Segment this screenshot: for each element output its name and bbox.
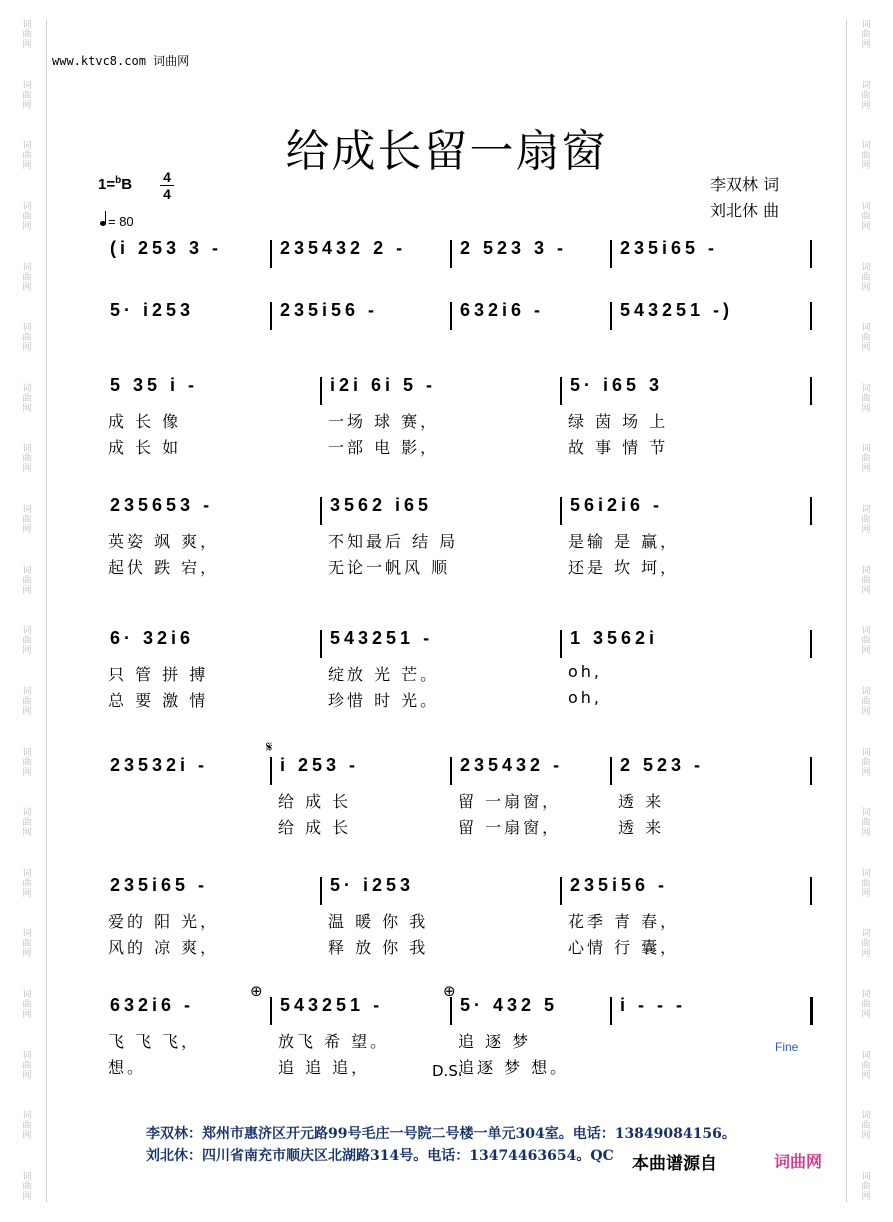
watermark-block [14, 566, 40, 596]
watermark-glyph: 词 [22, 1171, 32, 1182]
lyric: 风的 凉 爽， [108, 938, 220, 957]
lyric-row [90, 909, 810, 935]
watermark-glyph: 曲 [22, 575, 32, 586]
watermark-glyph: 网 [22, 888, 32, 899]
measure: 3562 i65 [330, 495, 433, 515]
watermark-glyph: 网 [861, 1131, 871, 1142]
system-5 [90, 628, 810, 714]
lyric: 只 管 拼 搏 [108, 665, 209, 684]
watermark-glyph: 网 [861, 646, 871, 657]
watermark-glyph: 曲 [22, 211, 32, 222]
watermark-glyph: 词 [861, 20, 871, 30]
watermark-glyph: 网 [861, 888, 871, 899]
song-title: 给成长留一扇窗 [285, 126, 608, 177]
watermark-glyph: 词 [22, 141, 32, 152]
lyric: 透 来 [618, 792, 665, 811]
watermark-glyph: 词 [861, 80, 871, 91]
measure: 235i56 - [280, 300, 379, 320]
watermark-glyph: 曲 [22, 151, 32, 162]
lyric-row [90, 789, 810, 815]
barline [810, 630, 812, 658]
barline [560, 630, 562, 658]
watermark-glyph: 网 [861, 221, 871, 232]
watermark-glyph: 网 [861, 1010, 871, 1020]
composer-credit: 刘北休 曲 [710, 201, 780, 220]
watermark-glyph: 曲 [22, 333, 32, 344]
lyric: 还是 坎 坷， [568, 558, 680, 577]
watermark-glyph: 曲 [22, 878, 32, 889]
watermark-glyph: 词 [22, 80, 32, 91]
watermark-block [853, 566, 879, 596]
watermark-block [14, 444, 40, 474]
watermark-glyph: 网 [861, 40, 871, 50]
measure: 543251 - [280, 995, 384, 1015]
watermark-block [14, 808, 40, 838]
watermark-glyph: 词 [22, 444, 32, 455]
watermark-block [853, 81, 879, 111]
watermark-block [853, 626, 879, 656]
barline [810, 757, 812, 785]
barline [450, 302, 452, 330]
watermark-glyph: 网 [861, 343, 871, 354]
measure: i2i 6i 5 - [330, 375, 437, 395]
barline [270, 240, 272, 268]
watermark-block [14, 505, 40, 535]
watermark-block [14, 20, 40, 50]
notes-row [90, 875, 810, 909]
watermark-block [853, 323, 879, 353]
watermark-block [853, 505, 879, 535]
watermark-block [14, 869, 40, 899]
watermark-glyph: 曲 [861, 211, 871, 222]
lyric: 成 长 像 [108, 412, 182, 431]
barline [810, 377, 812, 405]
watermark-glyph: 曲 [861, 272, 871, 283]
ds-mark: D.S. [432, 1062, 463, 1080]
watermark-block [14, 1172, 40, 1202]
watermark-glyph: 词 [861, 686, 871, 697]
watermark-glyph: 词 [22, 262, 32, 273]
lyric: 是输 是 赢， [568, 532, 680, 551]
watermark-glyph: 词 [22, 20, 32, 30]
watermark-glyph: 词 [861, 1171, 871, 1182]
lyric: 透 来 [618, 818, 665, 837]
measure: 6· 32i6 [110, 628, 195, 648]
watermark-glyph: 曲 [861, 575, 871, 586]
watermark-glyph: 词 [861, 747, 871, 758]
watermark-block [14, 384, 40, 414]
barline [320, 377, 322, 405]
watermark-block [853, 444, 879, 474]
lyric: 绽放 光 芒。 [328, 665, 440, 684]
watermark-glyph: 网 [22, 282, 32, 293]
watermark-glyph: 网 [22, 464, 32, 475]
lyric-row [90, 1029, 810, 1055]
watermark-glyph: 网 [861, 525, 871, 535]
watermark-glyph: 网 [22, 525, 32, 535]
measure: 543251 - [330, 628, 434, 648]
notes-row [90, 300, 810, 334]
measure: i - - - [620, 995, 686, 1015]
lyric: 温 暖 你 我 [328, 912, 429, 931]
watermark-block [853, 869, 879, 899]
watermark-glyph: 词 [22, 505, 32, 515]
watermark-glyph: 曲 [861, 30, 871, 40]
system-7 [90, 875, 810, 961]
watermark-glyph: 网 [861, 161, 871, 172]
watermark-block [853, 808, 879, 838]
watermark-glyph: 网 [22, 343, 32, 354]
watermark-glyph: 网 [861, 464, 871, 475]
watermark-glyph: 词 [22, 323, 32, 334]
lyric: 起伏 跌 宕， [108, 558, 220, 577]
time-signature: 4 4 [160, 170, 174, 201]
barline [810, 877, 812, 905]
watermark-glyph: 网 [861, 1070, 871, 1081]
barline [320, 497, 322, 525]
watermark-block [14, 929, 40, 959]
watermark-glyph: 词 [22, 565, 32, 576]
watermark-glyph: 词 [861, 929, 871, 940]
watermark-glyph: 曲 [22, 515, 32, 525]
barline [450, 757, 452, 785]
watermark-glyph: 网 [861, 828, 871, 839]
watermark-glyph: 网 [861, 706, 871, 717]
lyric: 一部 电 影， [328, 438, 440, 457]
measure: 632i6 - [110, 995, 195, 1015]
watermark-glyph: 曲 [861, 939, 871, 950]
watermark-glyph: 网 [861, 282, 871, 293]
measure: 235i65 - [620, 238, 719, 258]
watermark-glyph: 词 [861, 383, 871, 394]
watermark-glyph: 词 [22, 868, 32, 879]
notes-row [90, 628, 810, 662]
lyric-row [90, 435, 810, 461]
watermark-glyph: 网 [22, 403, 32, 414]
key-signature: 1=$^b$B [98, 175, 133, 193]
watermark-glyph: 曲 [861, 696, 871, 707]
watermark-glyph: 词 [861, 505, 871, 515]
notes-row [90, 755, 810, 789]
watermark-glyph: 曲 [22, 818, 32, 829]
watermark-glyph: 网 [861, 949, 871, 960]
lyric: 成 长 如 [108, 438, 182, 457]
coda-mark-1: ⊕ [250, 982, 263, 1000]
watermark-glyph: 曲 [861, 393, 871, 404]
watermark-glyph: 曲 [22, 90, 32, 101]
lyric: oh, [568, 688, 603, 707]
quarter-note-icon [100, 221, 106, 226]
watermark-glyph: 词 [22, 1111, 32, 1122]
brand-link[interactable]: 词曲网 [774, 1152, 823, 1171]
lyric-row [90, 529, 810, 555]
measure: 235432 - [460, 755, 564, 775]
watermark-glyph: 词 [861, 1111, 871, 1122]
lyric: 故 事 情 节 [568, 438, 669, 457]
measure: 5· 432 5 [460, 995, 559, 1015]
lyric: 追 追 追， [278, 1058, 371, 1077]
watermark-glyph: 曲 [22, 1121, 32, 1132]
lyric: 飞 飞 飞， [108, 1032, 201, 1051]
watermark-glyph: 网 [861, 1191, 871, 1202]
lyric: 放飞 希 望。 [278, 1032, 390, 1051]
lyric-row [90, 815, 810, 841]
system-1 [90, 238, 810, 272]
measure: 2 523 - [620, 755, 705, 775]
watermark-glyph: 词 [22, 201, 32, 212]
right-watermark-strip [853, 20, 879, 1202]
watermark-glyph: 词 [22, 990, 32, 1000]
watermark-glyph: 词 [861, 868, 871, 879]
watermark-block [14, 626, 40, 656]
watermark-glyph: 网 [22, 949, 32, 960]
watermark-glyph: 曲 [22, 939, 32, 950]
watermark-glyph: 词 [861, 990, 871, 1000]
watermark-block [853, 1111, 879, 1141]
lyricist-contact: 李双林：郑州市惠济区开元路99号毛庄一号院二号楼一单元304室。电话：13849084156。 [146, 1126, 736, 1142]
watermark-block [14, 323, 40, 353]
watermark-glyph: 词 [22, 929, 32, 940]
watermark-glyph: 曲 [861, 818, 871, 829]
watermark-glyph: 曲 [861, 636, 871, 647]
measure: (i 253 3 - [110, 238, 223, 258]
watermark-glyph: 词 [861, 1050, 871, 1061]
measure: 23532i - [110, 755, 209, 775]
watermark-glyph: 曲 [861, 1060, 871, 1071]
barline [560, 377, 562, 405]
barline [560, 497, 562, 525]
lyric: 不知最后 结 局 [328, 532, 459, 551]
notes-row [90, 995, 810, 1029]
measure: 2 523 3 - [460, 238, 568, 258]
barline [610, 757, 612, 785]
watermark-glyph: 曲 [861, 757, 871, 768]
watermark-glyph: 词 [861, 141, 871, 152]
coda-mark-2: ⊕ [443, 982, 456, 1000]
measure: 1 3562i [570, 628, 659, 648]
watermark-glyph: 曲 [861, 878, 871, 889]
watermark-block [853, 1172, 879, 1202]
watermark-block [853, 687, 879, 717]
watermark-block [853, 384, 879, 414]
watermark-glyph: 网 [861, 403, 871, 414]
watermark-glyph: 网 [861, 767, 871, 778]
watermark-block [14, 687, 40, 717]
watermark-block [853, 202, 879, 232]
watermark-glyph: 词 [22, 1050, 32, 1061]
tempo-marking: = 80 [100, 214, 134, 229]
watermark-block [14, 202, 40, 232]
credits [710, 172, 779, 224]
watermark-glyph: 网 [22, 646, 32, 657]
watermark-glyph: 词 [861, 565, 871, 576]
barline [610, 240, 612, 268]
segno-mark: 𝄋 [266, 738, 273, 756]
watermark-glyph: 词 [22, 808, 32, 819]
fine-mark: Fine [775, 1040, 799, 1054]
lyric-row [90, 935, 810, 961]
measure: 235653 - [110, 495, 214, 515]
measure: 632i6 - [460, 300, 545, 320]
lyricist-credit: 李双林 词 [710, 175, 780, 194]
watermark-glyph: 曲 [861, 1181, 871, 1192]
watermark-glyph: 网 [22, 100, 32, 111]
watermark-block [853, 990, 879, 1020]
barline [320, 630, 322, 658]
lyric: 绿 茵 场 上 [568, 412, 669, 431]
lyric: 一场 球 赛， [328, 412, 440, 431]
measure: 5· i253 [330, 875, 415, 895]
source-label: 本曲谱源自 [628, 1149, 721, 1174]
watermark-glyph: 词 [22, 383, 32, 394]
watermark-glyph: 网 [861, 100, 871, 111]
watermark-block [14, 990, 40, 1020]
barline [320, 877, 322, 905]
watermark-glyph: 曲 [22, 757, 32, 768]
watermark-glyph: 网 [22, 161, 32, 172]
watermark-glyph: 词 [861, 201, 871, 212]
lyric: 爱的 阳 光， [108, 912, 220, 931]
barline [810, 497, 812, 525]
barline [810, 997, 813, 1025]
system-3 [90, 375, 810, 461]
watermark-glyph: 曲 [861, 1000, 871, 1010]
watermark-glyph: 词 [861, 626, 871, 637]
watermark-glyph: 网 [22, 40, 32, 50]
watermark-glyph: 网 [22, 1191, 32, 1202]
barline [810, 240, 812, 268]
lyric: 释 放 你 我 [328, 938, 429, 957]
watermark-glyph: 网 [22, 1010, 32, 1020]
composer-contact: 刘北休：四川省南充市顺庆区北湖路314号。电话：13474463654。QC [146, 1148, 614, 1164]
watermark-glyph: 曲 [861, 151, 871, 162]
watermark-block [853, 748, 879, 778]
notes-row [90, 375, 810, 409]
watermark-glyph: 曲 [861, 515, 871, 525]
notes-row [90, 238, 810, 272]
lyric-row [90, 409, 810, 435]
watermark-glyph: 网 [22, 221, 32, 232]
lyric: 想。 [108, 1058, 147, 1077]
watermark-glyph: 曲 [861, 333, 871, 344]
lyric: 无论一帆风 顺 [328, 558, 451, 577]
lyric-row [90, 688, 810, 714]
lyric: 心情 行 囊， [568, 938, 680, 957]
watermark-glyph: 网 [861, 585, 871, 596]
watermark-glyph: 词 [861, 323, 871, 334]
lyric: 花季 青 春， [568, 912, 680, 931]
lyric: 珍惜 时 光。 [328, 691, 440, 710]
right-margin-line [846, 20, 847, 1202]
watermark-block [853, 263, 879, 293]
watermark-glyph: 曲 [22, 696, 32, 707]
watermark-block [14, 1111, 40, 1141]
measure: i 253 - [280, 755, 360, 775]
watermark-glyph: 曲 [22, 1181, 32, 1192]
watermark-glyph: 网 [22, 828, 32, 839]
watermark-glyph: 词 [22, 686, 32, 697]
watermark-glyph: 词 [861, 808, 871, 819]
watermark-glyph: 曲 [22, 454, 32, 465]
watermark-glyph: 曲 [22, 636, 32, 647]
watermark-block [14, 263, 40, 293]
watermark-block [14, 1051, 40, 1081]
watermark-glyph: 词 [861, 444, 871, 455]
measure: 235i56 - [570, 875, 669, 895]
watermark-block [853, 20, 879, 50]
system-4 [90, 495, 810, 581]
watermark-block [853, 929, 879, 959]
barline [610, 302, 612, 330]
measure: 543251 -) [620, 300, 734, 320]
left-watermark-strip [14, 20, 40, 1202]
measure: 5 35 i - [110, 375, 199, 395]
watermark-glyph: 词 [22, 626, 32, 637]
left-margin-line [46, 20, 47, 1202]
watermark-glyph: 曲 [861, 454, 871, 465]
lyric: 留 一扇窗， [458, 792, 562, 811]
watermark-glyph: 曲 [22, 30, 32, 40]
barline [560, 877, 562, 905]
lyric: 追 逐 梦 [458, 1032, 532, 1051]
barline [270, 997, 272, 1025]
watermark-block [14, 81, 40, 111]
site-url[interactable]: www.ktvc8.com 词曲网 [52, 54, 190, 68]
lyric-row [90, 662, 810, 688]
watermark-glyph: 曲 [22, 393, 32, 404]
watermark-glyph: 网 [22, 767, 32, 778]
watermark-block [853, 1051, 879, 1081]
lyric: 英姿 飒 爽， [108, 532, 220, 551]
barline [450, 240, 452, 268]
watermark-glyph: 网 [22, 1131, 32, 1142]
watermark-glyph: 词 [22, 747, 32, 758]
lyric: 总 要 激 情 [108, 691, 209, 710]
barline [270, 302, 272, 330]
watermark-glyph: 曲 [22, 272, 32, 283]
watermark-glyph: 曲 [861, 1121, 871, 1132]
barline [610, 997, 612, 1025]
lyric: 追逐 梦 想。 [458, 1058, 570, 1077]
measure: 235i65 - [110, 875, 209, 895]
watermark-block [14, 748, 40, 778]
watermark-glyph: 曲 [861, 90, 871, 101]
watermark-glyph: 网 [22, 1070, 32, 1081]
watermark-glyph: 曲 [22, 1060, 32, 1071]
barline [270, 757, 272, 785]
lyric: 留 一扇窗， [458, 818, 562, 837]
lyric: 给 成 长 [278, 818, 352, 837]
measure: 5· i65 3 [570, 375, 664, 395]
watermark-glyph: 词 [861, 262, 871, 273]
notes-row [90, 495, 810, 529]
lyric: oh, [568, 662, 603, 681]
barline [450, 997, 452, 1025]
measure: 56i2i6 - [570, 495, 664, 515]
watermark-glyph: 网 [22, 706, 32, 717]
system-2 [90, 300, 810, 334]
system-6 [90, 755, 810, 841]
lyric-row [90, 555, 810, 581]
lyric: 给 成 长 [278, 792, 352, 811]
measure: 5· i253 [110, 300, 195, 320]
barline [810, 302, 812, 330]
watermark-glyph: 网 [22, 585, 32, 596]
measure: 235432 2 - [280, 238, 407, 258]
watermark-glyph: 曲 [22, 1000, 32, 1010]
